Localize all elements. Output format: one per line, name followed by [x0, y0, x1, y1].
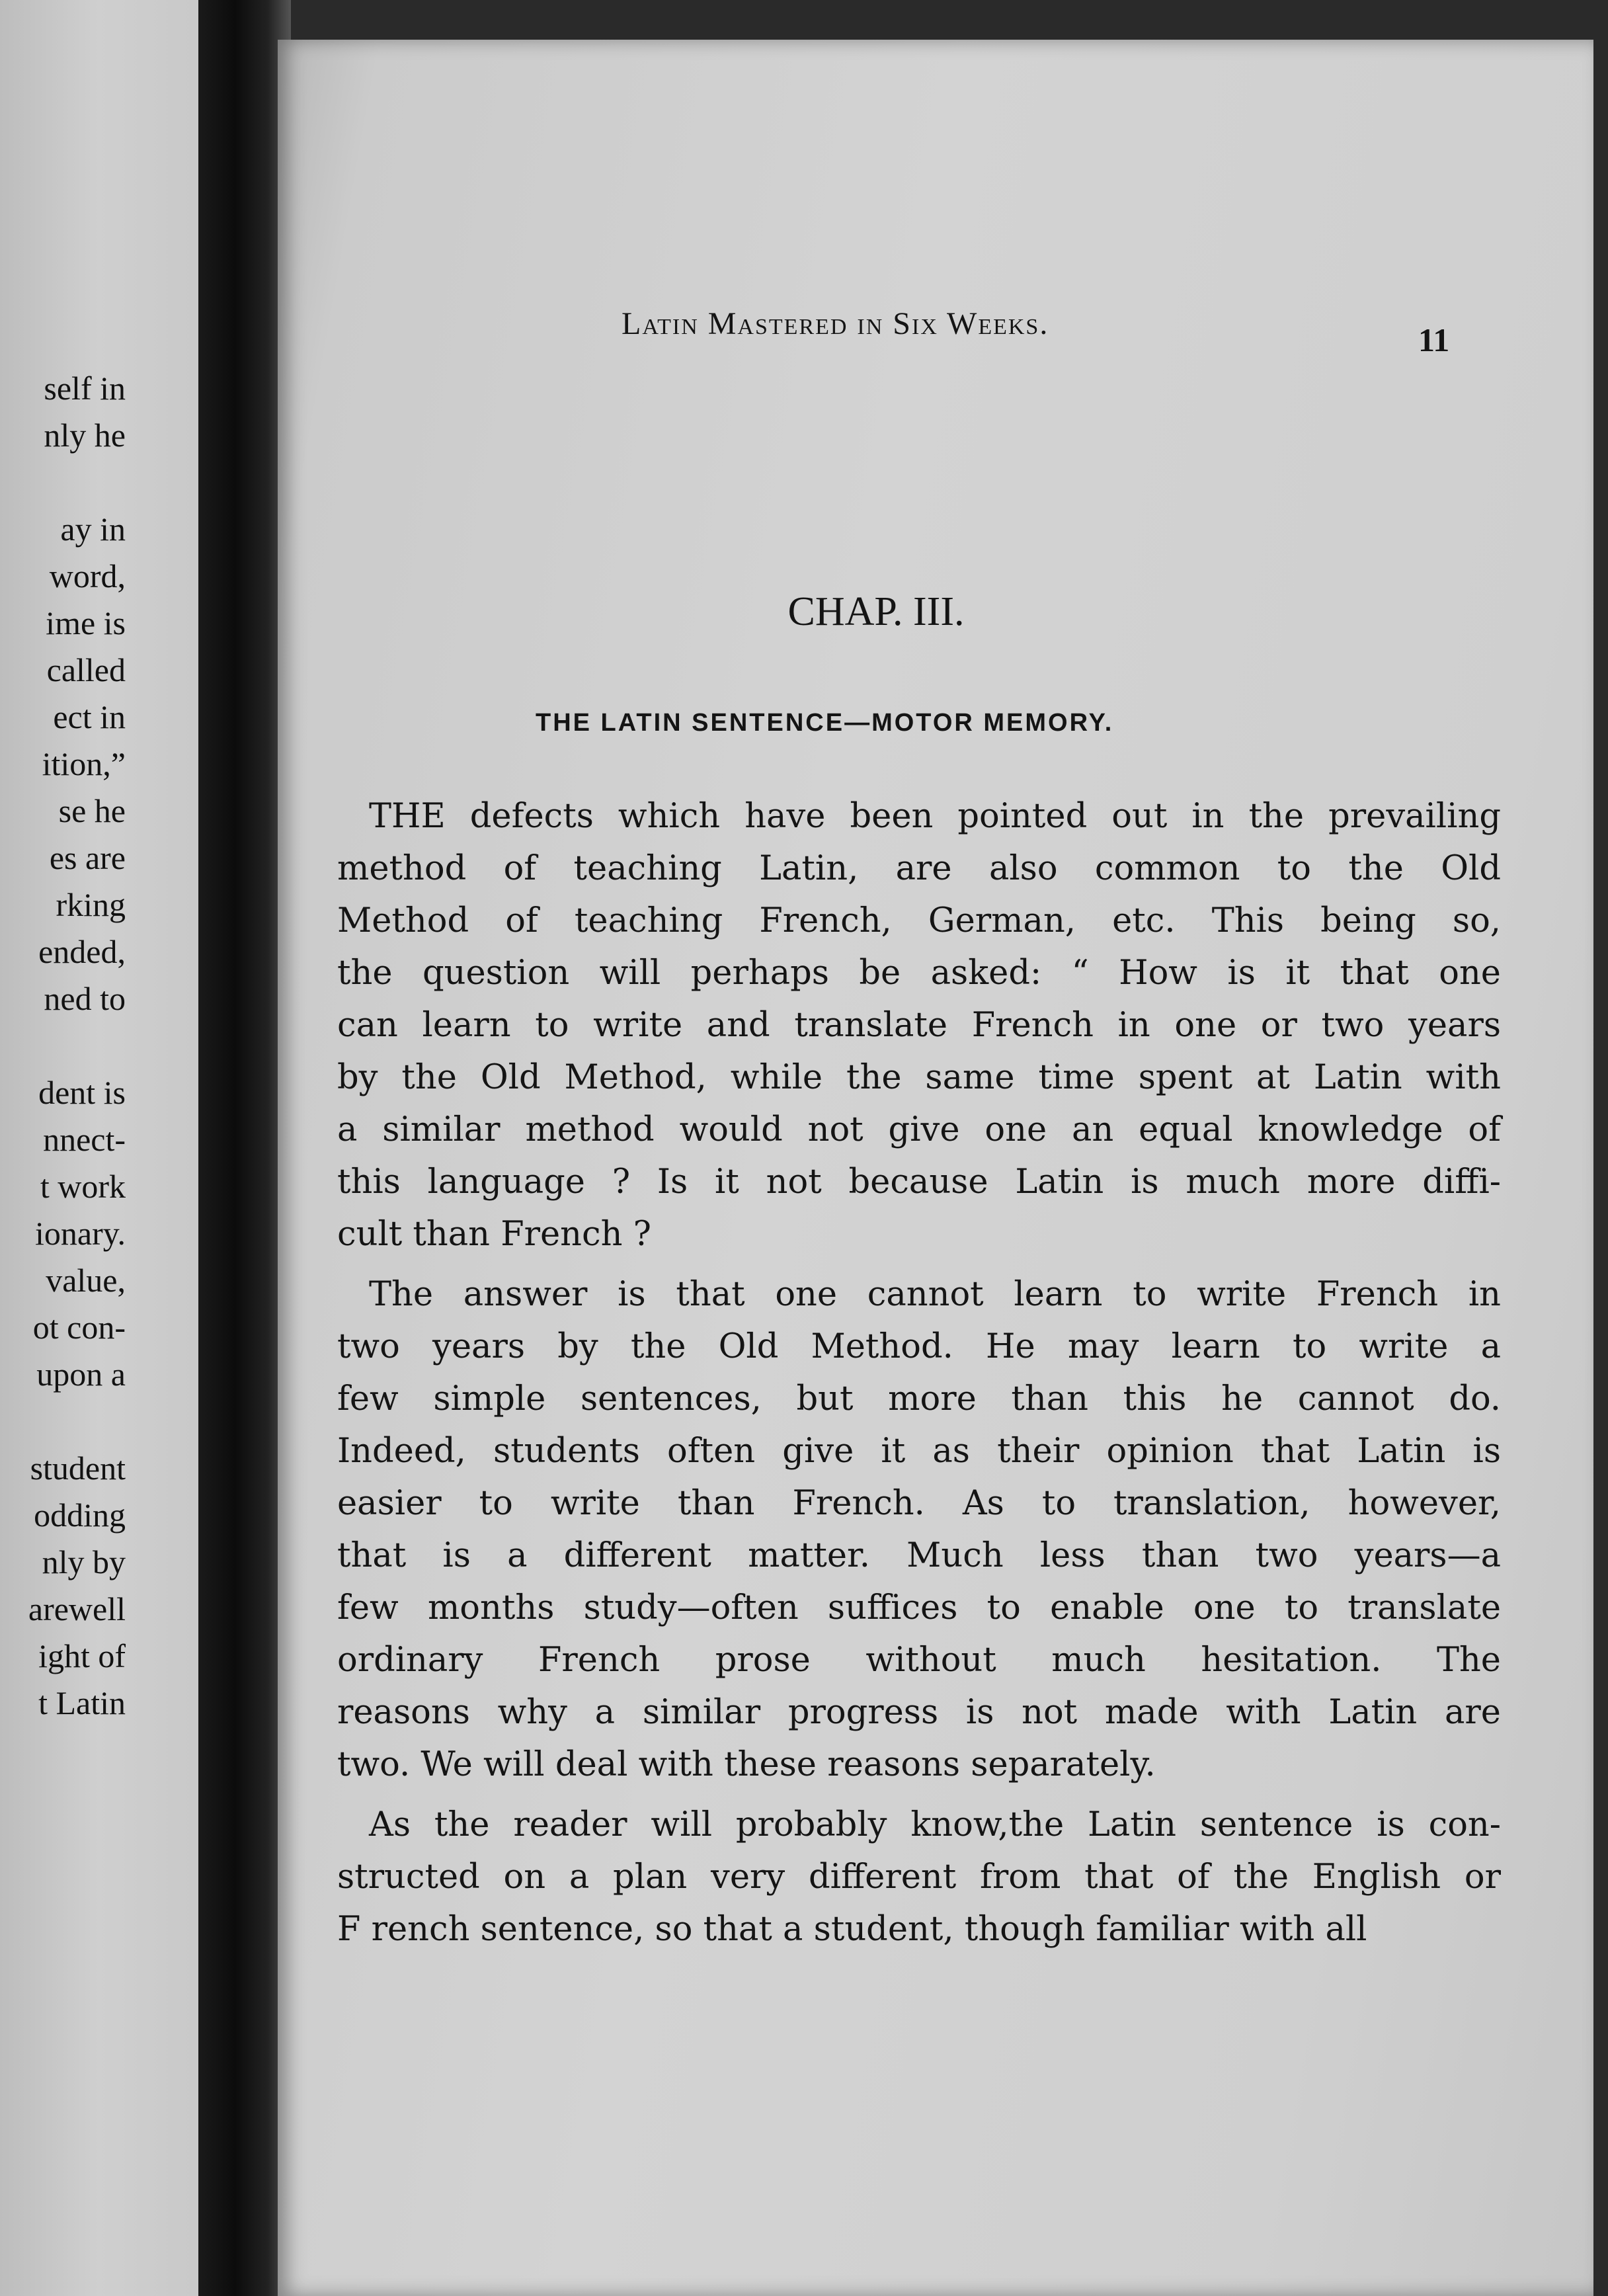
- left-page-line: ay in: [60, 511, 126, 548]
- left-page-line: se he: [58, 792, 126, 829]
- left-page-line: called: [46, 651, 126, 688]
- text-line: that is a different matter. Much less than two years—a: [337, 1536, 1501, 1575]
- text-line: Indeed, students often give it as their opinion that Latin is: [337, 1432, 1501, 1471]
- page-number: 11: [1418, 321, 1450, 358]
- left-page-line: nly he: [44, 417, 126, 454]
- left-page-line: ect in: [53, 698, 126, 735]
- left-page-line: ot con-: [32, 1309, 126, 1346]
- left-page-line: t work: [40, 1168, 126, 1205]
- text-line: by the Old Method, while the same time spent at Latin with: [337, 1058, 1501, 1097]
- text-line: THE defects which have been pointed out in the prevailing: [369, 797, 1501, 836]
- text-line: structed on a plan very different from that of the English or: [337, 1858, 1501, 1897]
- left-page-line: word,: [49, 557, 126, 594]
- chapter-title: [278, 589, 1593, 636]
- paragraph: [337, 1268, 1501, 1791]
- text-line: two years by the Old Method. He may learn to write a: [337, 1327, 1501, 1366]
- left-page-line: ionary.: [35, 1215, 126, 1252]
- left-page-line: arewell: [28, 1590, 126, 1627]
- left-page-line: t Latin: [38, 1684, 126, 1721]
- text-line: few simple sentences, but more than this he cannot do.: [337, 1379, 1501, 1418]
- text-line: cult than French ?: [337, 1215, 651, 1254]
- left-page-line: upon a: [36, 1356, 126, 1393]
- text-line: easier to write than French. As to translation, however,: [337, 1484, 1501, 1523]
- text-line: ordinary French prose without much hesitation. The: [337, 1641, 1501, 1680]
- body-text: [337, 790, 1501, 1963]
- text-line: this language ? Is it not because Latin is much more diffi-: [337, 1163, 1501, 1202]
- left-page-line: rking: [56, 886, 126, 923]
- left-page-line: value,: [46, 1262, 126, 1299]
- text-line: reasons why a similar progress is not made with Latin are: [337, 1693, 1501, 1732]
- text-line: The answer is that one cannot learn to write French in: [369, 1275, 1501, 1314]
- left-page-line: ended,: [38, 933, 126, 970]
- left-page-line: student: [30, 1450, 126, 1487]
- left-page-line: ight of: [38, 1637, 126, 1674]
- text-line: the question will perhaps be asked: “ How is it that one: [337, 954, 1501, 993]
- left-page-line: self in: [44, 370, 126, 407]
- chapter-subtitle: THE LATIN SENTENCE—MOTOR MEMORY.: [536, 709, 1114, 737]
- book-gutter: [198, 0, 291, 2296]
- text-line: As the reader will probably know,the Latin sentence is con-: [369, 1805, 1501, 1844]
- book-page: [278, 40, 1593, 2296]
- text-line: Method of teaching French, German, etc. This being so,: [337, 901, 1501, 940]
- left-page-line: ime is: [46, 604, 126, 641]
- text-line: few months study—often suffices to enable one to translate: [337, 1588, 1501, 1627]
- text-line: F rench sentence, so that a student, though familiar with all: [337, 1910, 1367, 1949]
- chapter-title-text: CHAP. III.: [787, 589, 965, 634]
- text-line: two. We will deal with these reasons separately.: [337, 1745, 1156, 1784]
- left-page-line: nnect-: [43, 1121, 126, 1158]
- paragraph: [337, 1799, 1501, 1955]
- left-page-line: es are: [49, 839, 126, 876]
- left-page-line: dent is: [38, 1074, 126, 1111]
- text-line: can learn to write and translate French in one or two years: [337, 1006, 1501, 1045]
- running-head: Latin Mastered in Six Weeks.: [622, 306, 1049, 341]
- text-line: method of teaching Latin, are also common to the Old: [337, 849, 1501, 888]
- left-page-line: odding: [34, 1496, 126, 1534]
- paragraph: [337, 790, 1501, 1260]
- left-page-line: nly by: [42, 1543, 126, 1580]
- left-page-line: ned to: [44, 980, 126, 1017]
- left-page-line: ition,”: [42, 745, 126, 782]
- text-line: a similar method would not give one an equal knowledge of: [337, 1110, 1501, 1149]
